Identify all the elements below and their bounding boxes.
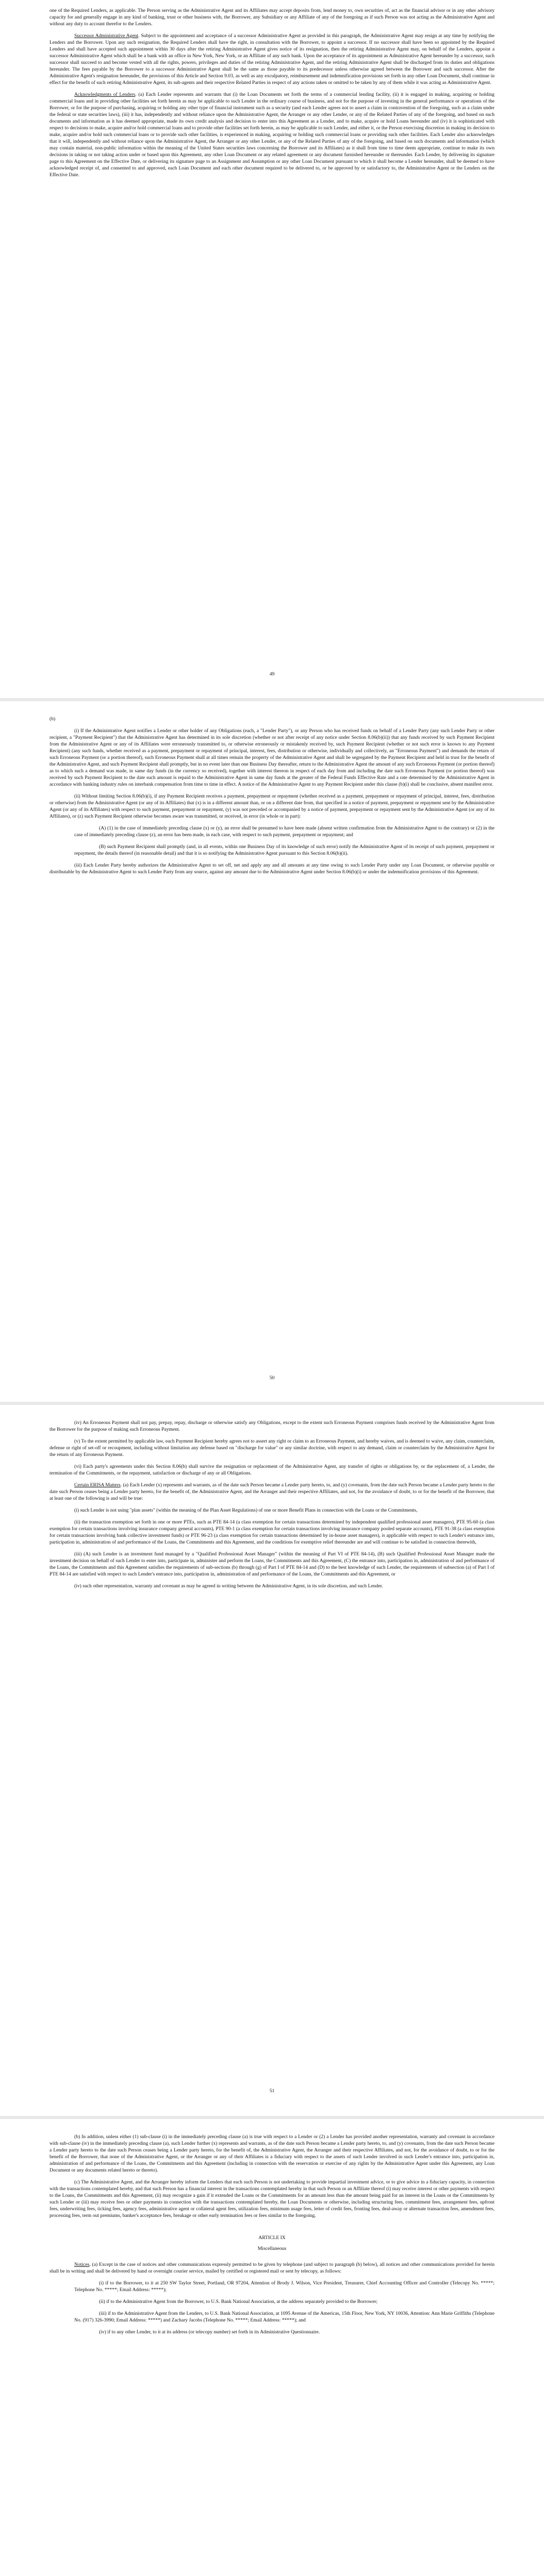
- article-title: ARTICLE IX: [258, 2235, 286, 2241]
- erisa-clause-i: (i) such Lender is not using "plan assets" (within the meaning of the Plan Asset Regulations) of one or more Benefit Plans in connection with the Loans or the Commitments,: [74, 1507, 418, 1513]
- continuation-paragraph: one of the Required Lenders, as applicable. The Person serving as the Administrative Agent and its Affiliates may accept deposits from, lend money to, own securities of, act as the financial advisor or in any other advisory capacity for and generally engage in any kind of banking, trust or other business with, the Borrower, any Subsidiary or any Affiliate of any of the foregoing as if such Person was not acting as the Administrative Agent and without any duty to account therefor to the Lenders.: [50, 8, 494, 27]
- notice-clause-iii: (iii) if to the Administrative Agent from the Lenders, to U.S. Bank National Association, at 1095 Avenue of the Americas, 15th Floor, New York, NY 10036, Attention: Ann Marie Griffiths (Telephone No. (917) 326-3990; Email Address: *****) and Zachary Jacobs (Telephone No. *****; Email Address: *****); and: [74, 2311, 494, 2323]
- erisa-clause-ii: (ii) the transaction exemption set forth in one or more PTEs, such as PTE 84-14 (a class exemption for certain transactions determined by independent qualified professional asset managers), PTE 95-60 (a class exemption for certain transactions involving insurance company general accounts), PTE 90-1 (a class exemption for certain transactions involving insurance company pooled separate accounts), PTE 91-38 (a class exemption for certain transactions involving bank collective investment funds) or PTE 96-23 (a class exemption for certain transactions determined by in-house asset managers), is applicable with respect to such Lender's entrance into, participation in, administration of and performance of the Loans, the Commitments and this Agreement, and the conditions for exemptive relief thereunder are and will continue to be satisfied in connection therewith,: [50, 1519, 494, 1545]
- notice-clause-iv: (iv) if to any other Lender, to it at its address (or telecopy number) set forth in its Administrative Questionnaire.: [99, 2329, 320, 2335]
- notices-paragraph: [50, 2261, 494, 2275]
- erisa-clause-c: (c) The Administrative Agent, and the Arranger hereby inform the Lenders that each such Person is not undertaking to provide impartial investment advice, or to give advice in a fiduciary capacity, in connection with the transactions contemplated hereby, and that such Person has a financial interest in the transactions contemplated hereby in that such Person or an Affiliate thereof (i) may receive interest or other payments with respect to the Loans, the Commitments and this Agreement, (ii) may recognize a gain if it extended the Loans or the Commitments for an amount less than the amount being paid for an interest in the Loans or the Commitments by such Lender or (iii) may receive fees or other payments in connection with the transactions contemplated hereby, the Loan Documents or otherwise, including structuring fees, commitment fees, arrangement fees, upfront fees, underwriting fees, ticking fees, agency fees, administrative agent or collateral agent fees, utilization fees, minimum usage fees, letter of credit fees, fronting fees, deal-away or alternate transaction fees, amendment fees, processing fees, term out premiums, banker's acceptance fees, breakage or other early termination fees or fees similar to the foregoing.: [50, 2179, 494, 2218]
- clause-b-iii: (iii) Each Lender Party hereby authorizes the Administrative Agent to set off, net and apply any and all amounts at any time owing to such Lender Party under any Loan Document, or otherwise payable or distributable by the Administrative Agent to such Lender Party from any source, against any amount due to the Administrative Agent under Section 8.06(b)(i) or under the indemnification provisions of this Agreement.: [50, 862, 494, 875]
- page-51: [0, 1405, 544, 2116]
- clause-b-marker: (b): [50, 716, 56, 722]
- acknowledgments-heading: Acknowledgments of Lenders: [74, 92, 136, 97]
- page-49: [0, 0, 544, 698]
- page-number-49: 49: [269, 671, 275, 677]
- page-50: [0, 701, 544, 1402]
- notice-clause-ii: (ii) if to the Administrative Agent from the Borrower, to U.S. Bank National Association, at the address separately provided to the Borrower;: [99, 2299, 378, 2304]
- page-number-50: 50: [269, 1375, 275, 1381]
- successor-agent-heading: Successor Administrative Agent: [74, 33, 139, 39]
- notices-text: . (a) Except in the case of notices and other communications expressly permitted to be given by telephone (and subject to paragraph (b) below), all notices and other communications provided for herein shall be in writing and shall be delivered by hand or overnight courier service, mailed by certified or registered mail or sent by telecopy, as follows:: [50, 2262, 494, 2274]
- clause-b-vi: (vi) Each party's agreements under this Section 8.06(b) shall survive the resignation or replacement of the Administrative Agent, any transfer of rights or obligations by, or the replacement of, a Lender, the termination of the Commitments, or the repayment, satisfaction or discharge of any or all Obligations.: [50, 1464, 494, 1476]
- clause-b-i: (i) If the Administrative Agent notifies a Lender or other holder of any Obligations (each, a "Lender Party"), or any Person who has received funds on behalf of a Lender Party (any such Lender Party or other recipient, a "Payment Recipient") that the Administrative Agent has determined in its sole discretion (whether or not after receipt of any notice under Section 8.06(b)(ii)) that any funds received by such Payment Recipient from the Administrative Agent or any of its Affiliates were erroneously transmitted to, or otherwise erroneously or mistakenly received by, such Payment Recipient (whether or not such error is known to any Payment Recipient) (any such funds, whether received as a payment, prepayment or repayment of principal, interest, fees, distribution or otherwise, individually and collectively, an "Erroneous Payment") and demands the return of such Erroneous Payment (or a portion thereof), such Erroneous Payment shall at all times remain the property of the Administrative Agent and shall be segregated by the Payment Recipient and held in trust for the benefit of the Administrative Agent, and such Payment Recipient shall promptly, but in no event later than one Business Day thereafter, return to the Administrative Agent the amount of any such Erroneous Payment (or portion thereof) as to which such a demand was made, in same day funds (in the currency so received), together with interest thereon in respect of each day from and including the date such Erroneous Payment (or portion thereof) was received by such Payment Recipient to the date such amount is repaid to the Administrative Agent in same day funds at the greater of the Federal Funds Effective Rate and a rate determined by the Administrative Agent in accordance with banking industry rules on interbank compensation from time to time in effect. A notice of the Administrative Agent to any Payment Recipient under this clause (b)(i) shall be conclusive, absent manifest error.: [50, 728, 494, 787]
- page-number-51: 51: [269, 2088, 275, 2094]
- erisa-heading: Certain ERISA Matters: [74, 1482, 121, 1488]
- erisa-clause-iv: (iv) such other representation, warranty and covenant as may be agreed in writing between the Administrative Agent, in its sole discretion, and such Lender.: [74, 1583, 383, 1589]
- successor-agent-text: . Subject to the appointment and acceptance of a successor Administrative Agent as provided in this paragraph, the Administrative Agent may resign at any time by notifying the Lenders and the Borrower. Upon any such resignation, the Required Lenders shall have the right, in consultation with the Borrower, to appoint a successor. If no successor shall have been so appointed by the Required Lenders and shall have accepted such appointment within 30 days after the retiring Administrative Agent gives notice of its resignation, then the retiring Administrative Agent may, on behalf of the Lenders, appoint a successor Administrative Agent which shall be a bank with an office in New York, New York, or an Affiliate of any such bank. Upon the acceptance of its appointment as Administrative Agent hereunder by a successor, such successor shall succeed to and become vested with all the rights, powers, privileges and duties of the retiring Administrative Agent, and the retiring Administrative Agent shall be discharged from its duties and obligations hereunder. The fees payable by the Borrower to a successor Administrative Agent shall be the same as those payable to its predecessor unless otherwise agreed between the Borrower and such successor. After the Administrative Agent's resignation hereunder, the provisions of this Article and Section 9.03, as well as any exculpatory, reimbursement and indemnification provisions set forth in any other Loan Document, shall continue in effect for the benefit of such retiring Administrative Agent, its sub-agents and their respective Related Parties in respect of any actions taken or omitted to be taken by any of them while it was acting as Administrative Agent.: [50, 33, 494, 86]
- page-52: [0, 2119, 544, 2576]
- erisa-text: . (a) Each Lender (x) represents and warrants, as of the date such Person became a Lender party hereto, to, and (y) covenants, from the date such Person became a Lender party hereto to the date such Person ceases being a Lender party hereto, for the benefit of, the Administrative Agent, and the Arranger and their respective Affiliates, and not, for the avoidance of doubt, to or for the benefit of the Borrower, that at least one of the following is and will be true:: [50, 1482, 494, 1501]
- successor-agent-paragraph: [50, 32, 494, 86]
- clause-b-ii-B: (B) such Payment Recipient shall promptly (and, in all events, within one Business Day of its knowledge of such error) notify the Administrative Agent of its receipt of such payment, prepayment or repayment, the details thereof (in reasonable detail) and that it is so notifying the Administrative Agent pursuant to this Section 8.06(b)(ii).: [74, 844, 494, 856]
- acknowledgments-paragraph: [50, 91, 494, 178]
- clause-b-ii-A: (A) (1) in the case of immediately preceding clause (x) or (y), an error shall be presumed to have been made (absent written confirmation from the Administrative Agent to the contrary) or (2) in the case of immediately preceding clause (z), an error has been made, in each case, with respect to such payment, prepayment or repayment; and: [74, 825, 494, 838]
- erisa-clause-b: (b) In addition, unless either (1) sub-clause (i) in the immediately preceding clause (a) is true with respect to a Lender or (2) a Lender has provided another representation, warranty and covenant in accordance with sub-clause (iv) in the immediately preceding clause (a), such Lender further (x) represents and warrants, as of the date such Person became a Lender party hereto, to, and (y) covenants, from the date such Person became a Lender party hereto to the date such Person ceases being a Lender party hereto, for the benefit of, the Administrative Agent, the Arranger and their respective Affiliates, and not, for the avoidance of doubt, to or for the benefit of the Borrower, that none of the Administrative Agent, or the Arranger or any of their Affiliates is a fiduciary with respect to the assets of such Lender involved in such Lender's entrance into, participation in, administration of and performance of the Loans, the Commitments and this Agreement (including in connection with the reservation or exercise of any rights by the Administrative Agent under this Agreement, any Loan Document or any documents related hereto or thereto).: [50, 2134, 494, 2173]
- erisa-paragraph: [50, 1482, 494, 1502]
- clause-b-v: (v) To the extent permitted by applicable law, each Payment Recipient hereby agrees not to assert any right or claim to an Erroneous Payment, and hereby waives, and is deemed to waive, any claim, counterclaim, defense or right of set-off or recoupment, including without limitation any defense based on "discharge for value" or any similar doctrine, with respect to any demand, claim or counterclaim by the Administrative Agent for the return of any Erroneous Payment.: [50, 1438, 494, 1458]
- notice-clause-i: (i) if to the Borrower, to it at 250 SW Taylor Street, Portland, OR 97204, Attention of Brody J. Wilson, Vice President, Treasurer, Chief Accounting Officer and Controller (Telecopy No. *****; Telephone No. *****; Email Address: *****);: [74, 2280, 494, 2293]
- acknowledgments-text: . (a) Each Lender represents and warrants that (i) the Loan Documents set forth the terms of a commercial lending facility, (ii) it is engaged in making, acquiring or holding commercial loans and in providing other facilities set forth herein as may be applicable to such Lender in the ordinary course of business, and not for the purpose of investing in the general performance or operations of the Borrower, or for the purpose of purchasing, acquiring or holding any other type of financial instrument such as a security (and each Lender agrees not to assert a claim in contravention of the foregoing, such as a claim under the federal or state securities laws), (iii) it has, independently and without reliance upon the Administrative Agent, the Arranger or any other Lender, or any of the Related Parties of any of the foregoing, and based on such documents and information as it has deemed appropriate, made its own credit analysis and decision to enter into this Agreement as a Lender, and to make, acquire or hold Loans hereunder and (iv) it is sophisticated with respect to decisions to make, acquire and/or hold commercial loans and to provide other facilities set forth herein, as may be applicable to such Lender, and either it, or the Person exercising discretion in making its decision to make, acquire and/or hold such commercial loans or to provide such other facilities, is experienced in making, acquiring or holding such commercial loans or providing such other facilities. Each Lender also acknowledges that it will, independently and without reliance upon the Administrative Agent, the Arranger or any other Lender, or any of the Related Parties of any of the foregoing, and based on such documents and information (which may contain material, non-public information within the meaning of the United States securities laws concerning the Borrower and its Affiliates) as it shall from time to time deem appropriate, continue to make its own decisions in taking or not taking action under or based upon this Agreement, any other Loan Document or any related agreement or any document furnished hereunder or thereunder. Each Lender, by delivering its signature page to this Agreement on the Effective Date, or delivering its signature page to an Assignment and Assumption or any other Loan Document pursuant to which it shall become a Lender hereunder, shall be deemed to have acknowledged receipt of, and consented to and approved, each Loan Document and each other document required to be delivered to, or be approved by or satisfactory to, the Administrative Agent or the Lenders on the Effective Date.: [50, 92, 494, 178]
- notices-heading: Notices: [74, 2262, 90, 2267]
- article-subtitle: Miscellaneous: [257, 2246, 287, 2251]
- clause-b-ii: (ii) Without limiting Section 8.06(b)(i), if any Payment Recipient receives a payment, prepayment or repayment (whether received as a payment, prepayment or repayment of principal, interest, fees, distribution or otherwise) from the Administrative Agent (or any of its Affiliates) that (x) is in a different amount than, or on a different date from, that specified in a notice of payment, prepayment or repayment sent by the Administrative Agent (or any of its Affiliates) with respect to such payment, prepayment or repayment, (y) was not preceded or accompanied by a notice of payment, prepayment or repayment sent by the Administrative Agent (or any of its Affiliates), or (z) such Payment Recipient otherwise becomes aware was transmitted, or received, in error (in whole or in part):: [50, 793, 494, 819]
- clause-b-iv: (iv) An Erroneous Payment shall not pay, prepay, repay, discharge or otherwise satisfy any Obligations, except to the extent such Erroneous Payment comprises funds received by the Administrative Agent from the Borrower for the purpose of making such Erroneous Payment.: [50, 1420, 494, 1432]
- erisa-clause-iii: (iii) (A) such Lender is an investment fund managed by a "Qualified Professional Asset Manager" (within the meaning of Part VI of PTE 84-14), (B) such Qualified Professional Asset Manager made the investment decision on behalf of such Lender to enter into, participate in, administer and perform the Loans, the Commitments and this Agreement, (C) the entrance into, participation in, administration of and performance of the Loans, the Commitments and this Agreement satisfies the requirements of sub-sections (b) through (g) of Part I of PTE 84-14 and (D) to the best knowledge of such Lender, the requirements of subsection (a) of Part I of PTE 84-14 are satisfied with respect to such Lender's entrance into, participation in, administration of and performance of the Loans, the Commitments and this Agreement, or: [50, 1551, 494, 1577]
